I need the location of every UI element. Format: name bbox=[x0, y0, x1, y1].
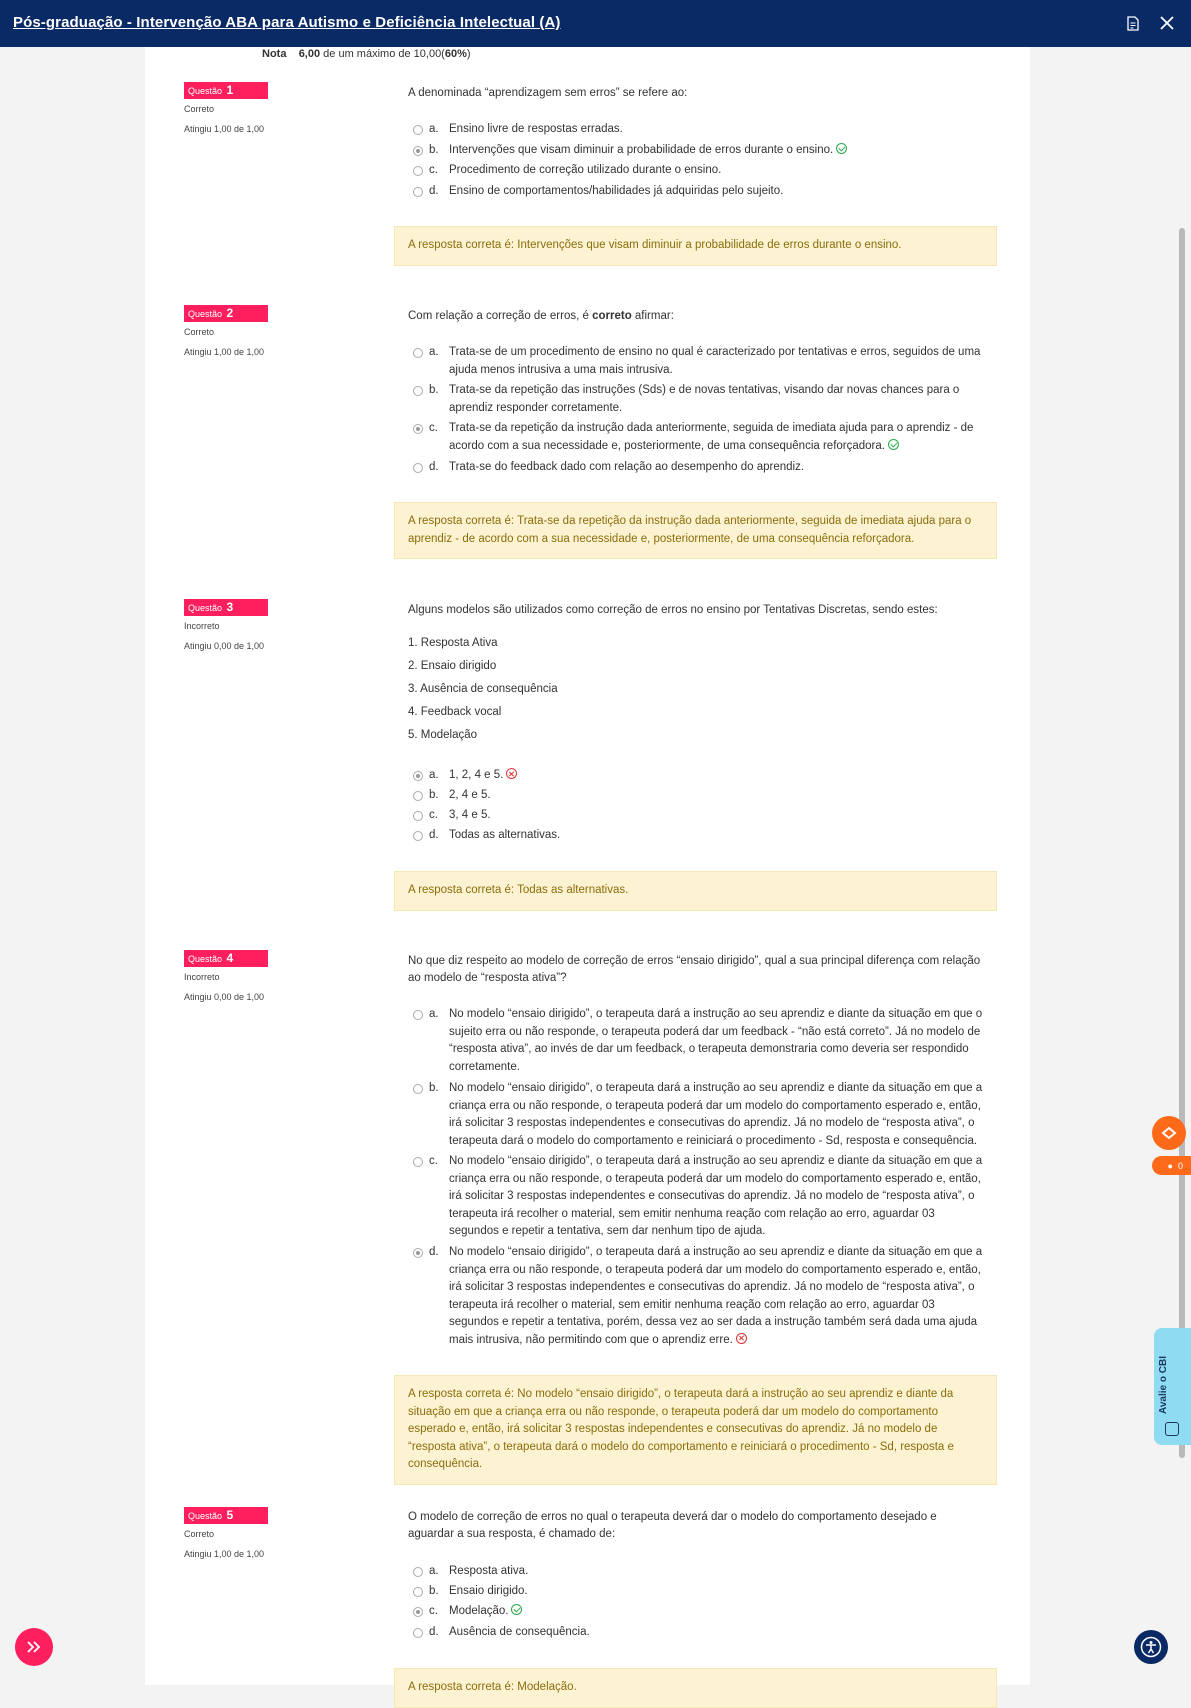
option-1a[interactable]: a. Ensino livre de respostas erradas. bbox=[413, 121, 983, 139]
fire-counter[interactable] bbox=[1152, 1156, 1191, 1175]
option-5c[interactable]: c. Modelação. bbox=[413, 1603, 983, 1621]
radio-button-selected[interactable] bbox=[413, 1607, 423, 1617]
question-status: Correto bbox=[184, 327, 215, 337]
correct-answer-5: A resposta correta é: Modelação. bbox=[394, 1668, 997, 1708]
option-2b[interactable]: b. Trata-se da repetição das instruções (Sds) e de novas tentativas, visando dar novas chances para o aprendiz responder corretamente. bbox=[413, 382, 983, 417]
radio-button-selected[interactable] bbox=[413, 146, 423, 156]
scrollbar-thumb[interactable] bbox=[1179, 228, 1185, 1458]
option-3a[interactable]: a. 1, 2, 4 e 5. bbox=[413, 767, 983, 785]
grade-percent: 60% bbox=[444, 48, 467, 60]
option-4a[interactable]: a. No modelo “ensaio dirigido”, o terapeuta dará a instrução ao seu aprendiz e diante da situação em que o sujeito erra ou não responde, o terapeuta poderá dar um feedback - “não está correto”. Já no modelo de “resposta ativa”, ao invés de dar um feedback, o terapeuta demonstraria como deveria ser respondido corretamente. bbox=[413, 1006, 983, 1076]
question-status: Incorreto bbox=[184, 972, 220, 982]
correct-answer-3: A resposta correta é: Todas as alternativas. bbox=[394, 871, 997, 911]
list-item: 1. Resposta Ativa bbox=[408, 637, 498, 649]
question-text-5: O modelo de correção de erros no qual o terapeuta deverá dar o modelo do comportamento desejado e aguardar a sua resposta, é chamado de: bbox=[408, 1511, 937, 1540]
radio-button[interactable] bbox=[413, 1010, 423, 1020]
document-icon[interactable] bbox=[1122, 12, 1144, 34]
accessibility-icon bbox=[1140, 1636, 1162, 1658]
radio-button[interactable] bbox=[413, 1587, 423, 1597]
grade-value: 6,00 bbox=[298, 48, 321, 60]
correct-check-icon bbox=[511, 1604, 522, 1615]
question-info-4 bbox=[184, 950, 268, 1002]
list-item: 3. Ausência de consequência bbox=[408, 683, 558, 695]
radio-button[interactable] bbox=[413, 791, 423, 801]
option-1d[interactable]: d. Ensino de comportamentos/habilidades já adquiridas pelo sujeito. bbox=[413, 183, 983, 201]
feedback-icon bbox=[1165, 1422, 1179, 1436]
correct-answer-4: A resposta correta é: No modelo “ensaio dirigido”, o terapeuta dará a instrução ao seu aprendiz e diante da situação em que a criança erra ou não responde, o terapeuta poderá dar um modelo do comportamento esperado e, então, irá solicitar 3 respostas independentes e consecutivas do aprendiz. Já no modelo de “resposta ativa”, o terapeuta dará o modelo do comportamento e reiniciará o procedimento - Sd, resposta e consequência. bbox=[394, 1375, 997, 1485]
question-grade: Atingiu 0,00 de 1,00 bbox=[184, 641, 265, 651]
question-info-5 bbox=[184, 1507, 268, 1559]
question-badge: Questão 2 bbox=[184, 305, 268, 322]
accessibility-button[interactable] bbox=[1134, 1630, 1168, 1664]
option-2c[interactable]: c. Trata-se da repetição da instrução dada anteriormente, seguida de imediata ajuda para o aprendiz - de acordo com a sua necessidade e, posteriormente, de uma consequência reforçadora. bbox=[413, 420, 983, 455]
question-badge: Questão 1 bbox=[184, 82, 268, 99]
correct-answer-1: A resposta correta é: Intervenções que visam diminuir a probabilidade de erros durante o ensino. bbox=[394, 226, 997, 266]
question-info-1 bbox=[184, 82, 268, 134]
question-grade: Atingiu 0,00 de 1,00 bbox=[184, 992, 265, 1002]
question-info-3 bbox=[184, 599, 268, 651]
radio-button[interactable] bbox=[413, 1084, 423, 1094]
radio-button-selected[interactable] bbox=[413, 1248, 423, 1258]
question-info-2 bbox=[184, 305, 268, 357]
question-grade: Atingiu 1,00 de 1,00 bbox=[184, 124, 265, 134]
option-4b[interactable]: b. No modelo “ensaio dirigido”, o terapeuta dará a instrução ao seu aprendiz e diante da situação em que a criança erra ou não responde, o terapeuta poderá dar um modelo do comportamento esperado e, então, irá solicitar 3 respostas independentes e consecutivas do aprendiz. Já no modelo de “resposta ativa”, o terapeuta dará o modelo do comportamento e reiniciará o procedimento - Sd, resposta e consequência. bbox=[413, 1080, 983, 1150]
incorrect-x-icon bbox=[506, 768, 517, 779]
incorrect-x-icon bbox=[736, 1333, 747, 1344]
question-text-3: Alguns modelos são utilizados como correção de erros no ensino por Tentativas Discretas, sendo estes: bbox=[408, 604, 938, 616]
course-title-link[interactable]: Pós-graduação - Intervenção ABA para Autismo e Deficiência Intelectual (A) bbox=[13, 14, 561, 31]
fire-count: 0 bbox=[1177, 1160, 1183, 1171]
radio-button[interactable] bbox=[413, 811, 423, 821]
correct-answer-2: A resposta correta é: Trata-se da repetição da instrução dada anteriormente, seguida de imediata ajuda para o aprendiz - de acordo com a sua necessidade e, posteriormente, de uma consequência reforçadora. bbox=[394, 502, 997, 559]
question-text-1: A denominada “aprendizagem sem erros” se refere ao: bbox=[408, 87, 688, 99]
double-chevron-right-icon bbox=[26, 1640, 42, 1654]
option-4c[interactable]: c. No modelo “ensaio dirigido”, o terapeuta dará a instrução ao seu aprendiz e diante da situação em que a criança erra ou não responde, o terapeuta poderá dar um modelo do comportamento esperado e, então, irá solicitar 3 respostas independentes e consecutivas do aprendiz. Já no modelo de “resposta ativa”, o terapeuta irá recolher o material, sem emitir nenhuma reação com relação ao erro, aguardar 03 segundos e repetir a tentativa, sem dar nenhum tipo de ajuda. bbox=[413, 1153, 983, 1241]
radio-button-selected[interactable] bbox=[413, 771, 423, 781]
question-status: Incorreto bbox=[184, 621, 220, 631]
question-text-4: No que diz respeito ao modelo de correção de erros “ensaio dirigido”, qual a sua principal diferença com relação ao modelo de “resposta ativa”? bbox=[408, 955, 981, 984]
fire-icon: ● bbox=[1167, 1160, 1173, 1171]
option-4d[interactable]: d. No modelo “ensaio dirigido”, o terapeuta dará a instrução ao seu aprendiz e diante da situação em que a criança erra ou não responde, o terapeuta poderá dar um modelo do comportamento esperado e, então, irá solicitar 3 respostas independentes e consecutivas do aprendiz. Já no modelo de “resposta ativa”, o terapeuta irá recolher o material, sem emitir nenhuma reação com relação ao erro, aguardar 03 segundos e repetir a tentativa, porém, dessa vez ao ser dada a instrução também será dada uma ajuda mais intrusiva, não permitindo com que o aprendiz erre. bbox=[413, 1244, 983, 1349]
list-item: 4. Feedback vocal bbox=[408, 706, 502, 718]
option-2d[interactable]: d. Trata-se do feedback dado com relação ao desempenho do aprendiz. bbox=[413, 459, 983, 477]
correct-check-icon bbox=[888, 439, 899, 450]
option-1c[interactable]: c. Procedimento de correção utilizado durante o ensino. bbox=[413, 162, 983, 180]
top-bar bbox=[0, 0, 1191, 47]
radio-button[interactable] bbox=[413, 187, 423, 197]
option-5d[interactable]: d. Ausência de consequência. bbox=[413, 1624, 983, 1642]
question-grade: Atingiu 1,00 de 1,00 bbox=[184, 347, 265, 357]
question-status: Correto bbox=[184, 104, 215, 114]
option-5a[interactable]: a. Resposta ativa. bbox=[413, 1563, 983, 1581]
question-badge: Questão 4 bbox=[184, 950, 268, 967]
radio-button[interactable] bbox=[413, 348, 423, 358]
question-text-2: Com relação a correção de erros, é correto afirmar: bbox=[408, 310, 674, 322]
option-3b[interactable]: b. 2, 4 e 5. bbox=[413, 787, 983, 805]
correct-check-icon bbox=[836, 143, 847, 154]
grade-label: Nota bbox=[262, 48, 287, 60]
grade-summary bbox=[262, 48, 471, 60]
radio-button[interactable] bbox=[413, 831, 423, 841]
radio-button[interactable] bbox=[413, 386, 423, 396]
option-1b[interactable]: b. Intervenções que visam diminuir a probabilidade de erros durante o ensino. bbox=[413, 142, 983, 160]
chat-icon bbox=[1160, 1124, 1178, 1142]
radio-button[interactable] bbox=[413, 463, 423, 473]
option-2a[interactable]: a. Trata-se de um procedimento de ensino no qual é caracterizado por tentativas e erros, seguidos de uma ajuda menos intrusiva a uma mais intrusiva. bbox=[413, 344, 983, 379]
radio-button[interactable] bbox=[413, 166, 423, 176]
option-5b[interactable]: b. Ensaio dirigido. bbox=[413, 1583, 983, 1601]
question-badge: Questão 3 bbox=[184, 599, 268, 616]
chat-bubble-button[interactable] bbox=[1152, 1116, 1186, 1150]
option-3c[interactable]: c. 3, 4 e 5. bbox=[413, 807, 983, 825]
radio-button[interactable] bbox=[413, 125, 423, 135]
expand-menu-button[interactable] bbox=[15, 1628, 53, 1666]
close-icon[interactable] bbox=[1156, 12, 1178, 34]
feedback-side-tab[interactable] bbox=[1154, 1328, 1191, 1445]
grade-close: ) bbox=[466, 48, 471, 60]
radio-button-selected[interactable] bbox=[413, 424, 423, 434]
question-badge: Questão 5 bbox=[184, 1507, 268, 1524]
radio-button[interactable] bbox=[413, 1628, 423, 1638]
feedback-tab-label: Avalie o CBI bbox=[1158, 1356, 1169, 1414]
question-grade: Atingiu 1,00 de 1,00 bbox=[184, 1549, 265, 1559]
radio-button[interactable] bbox=[413, 1157, 423, 1167]
grade-suffix: de um máximo de 10,00( bbox=[323, 48, 445, 60]
list-item: 5. Modelação bbox=[408, 729, 478, 741]
option-3d[interactable]: d. Todas as alternativas. bbox=[413, 827, 983, 845]
list-item: 2. Ensaio dirigido bbox=[408, 660, 497, 672]
question-status: Correto bbox=[184, 1529, 215, 1539]
radio-button[interactable] bbox=[413, 1567, 423, 1577]
